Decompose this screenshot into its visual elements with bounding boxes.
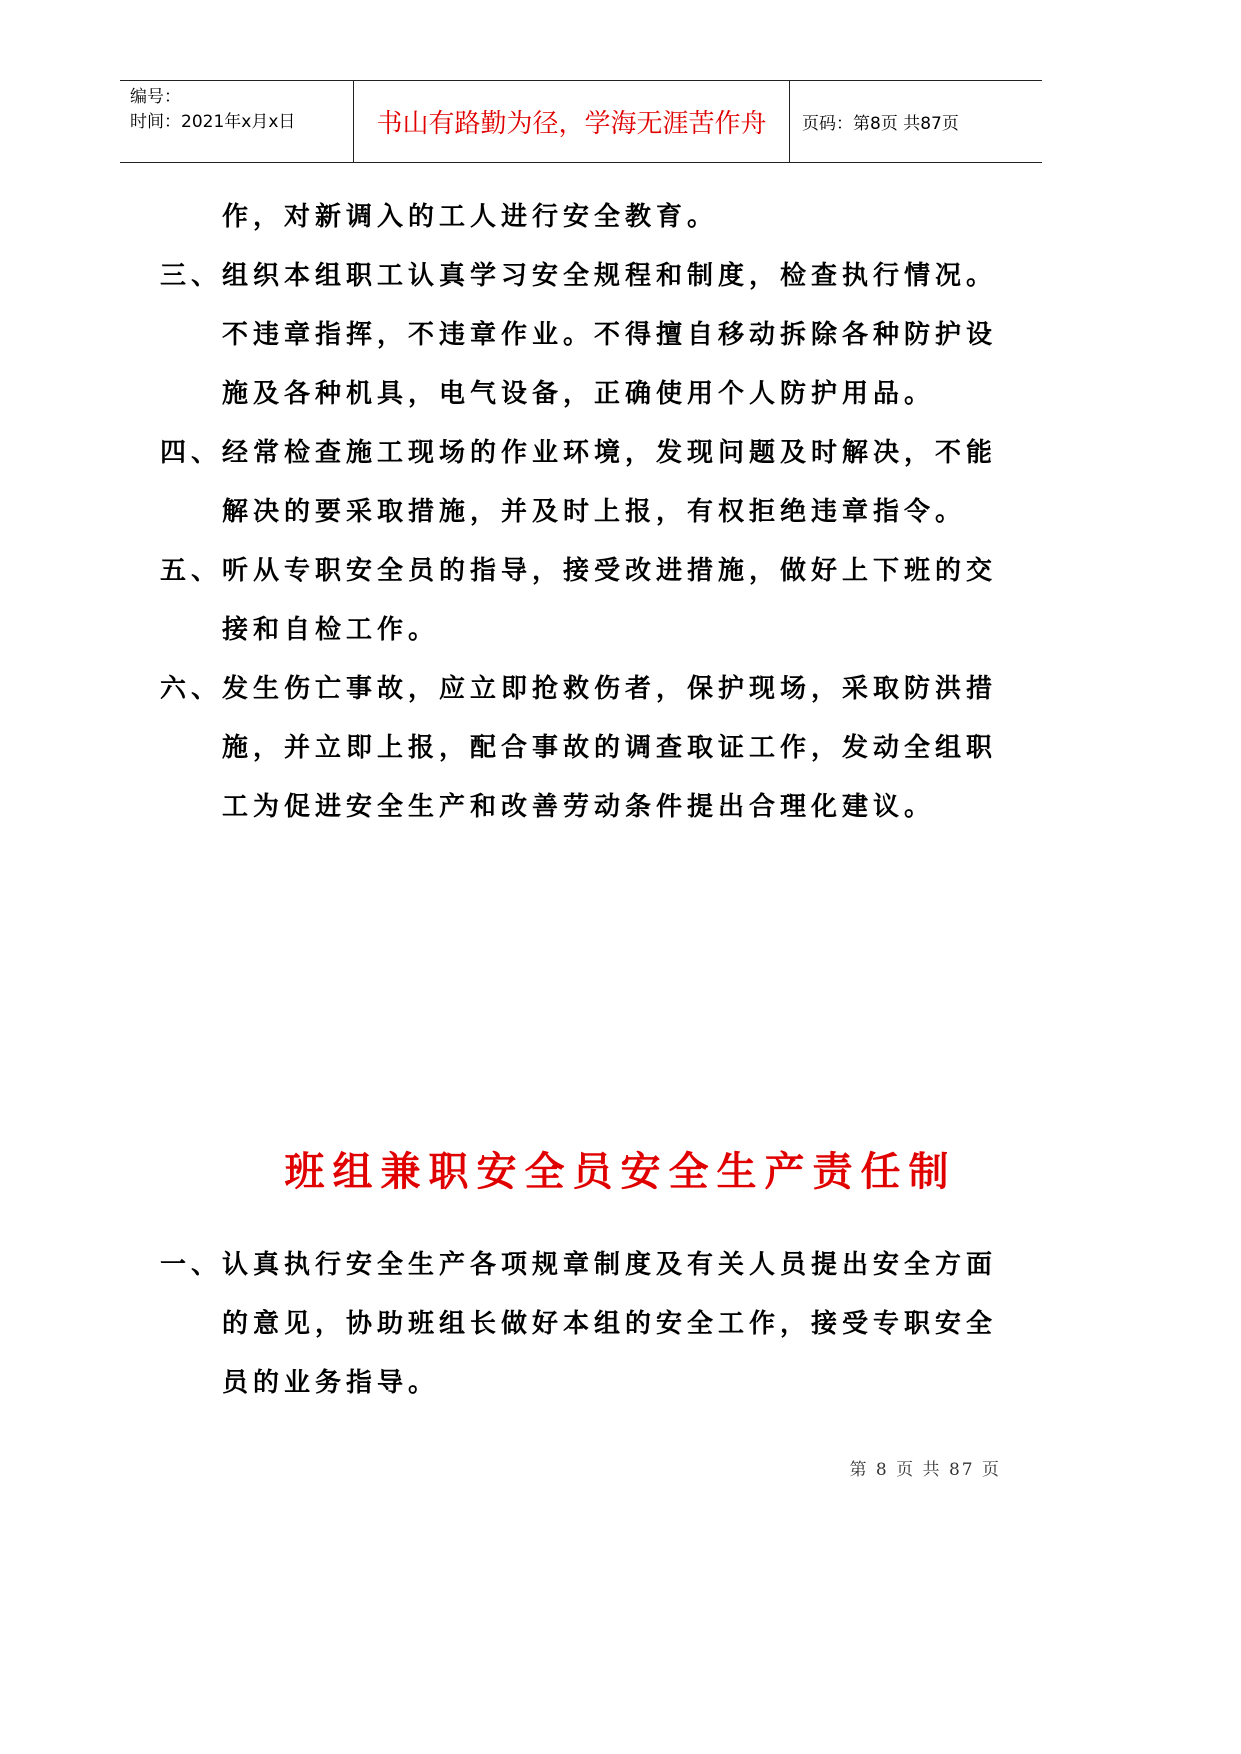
paragraph-text: 作，对新调入的工人进行安全教育。 <box>222 202 719 232</box>
paragraph-text: 经常检查施工现场的作业环境，发现问题及时解决，不能解决的要采取措施，并及时上报，有权拒绝违章指令。 <box>222 438 998 527</box>
section-body <box>160 1236 1010 1413</box>
paragraph <box>160 660 1010 837</box>
paragraph-text: 发生伤亡事故，应立即抢救伤者，保护现场，采取防洪措施，并立即上报，配合事故的调查取证工作，发动全组职工为促进安全生产和改善劳动条件提出合理化建议。 <box>222 674 998 822</box>
paragraph-text: 组织本组职工认真学习安全规程和制度，检查执行情况。不违章指挥，不违章作业。不得擅自移动拆除各种防护设施及各种机具，电气设备，正确使用个人防护用品。 <box>222 261 998 409</box>
paragraph <box>160 542 1010 660</box>
paragraph-number: 五、 <box>160 556 223 586</box>
paragraph-text: 认真执行安全生产各项规章制度及有关人员提出安全方面的意见，协助班组长做好本组的安全工作，接受专职安全员的业务指导。 <box>222 1250 998 1398</box>
header-page-info: 页码：第8页 共87页 <box>802 114 959 134</box>
paragraph <box>160 247 1010 424</box>
paragraph <box>160 424 1010 542</box>
page-footer: 第 8 页 共 87 页 <box>849 1460 1001 1480</box>
paragraph <box>160 1236 1010 1413</box>
paragraph-text: 听从专职安全员的指导，接受改进措施，做好上下班的交接和自检工作。 <box>222 556 998 645</box>
header-meta <box>120 81 354 162</box>
paragraph-number: 一、 <box>160 1250 223 1280</box>
body-text <box>160 188 1010 837</box>
page-header <box>120 80 1042 163</box>
paragraph-number: 六、 <box>160 674 223 704</box>
header-time: 时间：2021年x月x日 <box>130 112 296 132</box>
paragraph-number: 三、 <box>160 261 223 291</box>
paragraph-number: 四、 <box>160 438 223 468</box>
paragraph <box>160 188 1010 247</box>
header-number: 编号： <box>130 87 181 107</box>
header-motto: 书山有路勤为径，学海无涯苦作舟 <box>354 81 790 162</box>
section-title: 班组兼职安全员安全生产责任制 <box>284 1148 957 1195</box>
